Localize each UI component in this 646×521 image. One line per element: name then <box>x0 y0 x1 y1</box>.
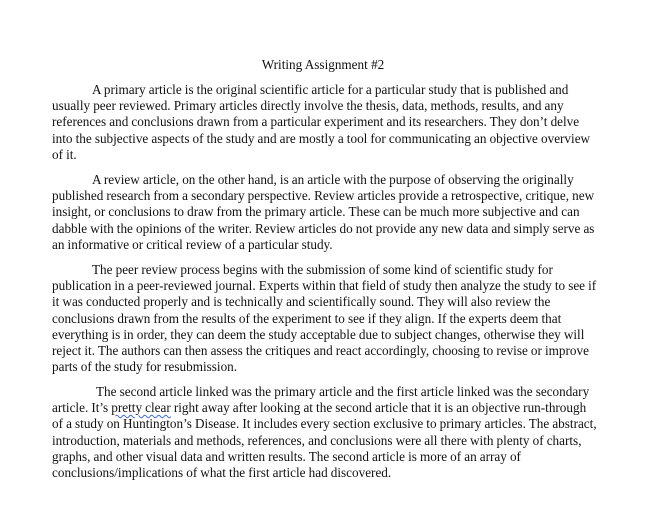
paragraph-article-comparison <box>52 384 600 481</box>
paragraph-review-article: A review article, on the other hand, is an article with the purpose of observing the originally published research from a secondary perspective. Review articles provide a retrospective, critique, new insight, or conclusions to draw from the primary article. These can be much more subjective and can dabble with the opinions of the writer. Review articles do not provide any new data and simply serve as an informative or critical review of a particular study. <box>52 172 595 252</box>
document-title: Writing Assignment #2 <box>261 57 385 72</box>
paragraph-text-after-flag: right away after looking at the second article that it is an objective run-through of a study on Huntington’s Disease. It includes every section exclusive to primary articles. The abstract, introduction, materials and methods, references, and conclusions were all there with plenty of charts, graphs, and other visual data and written results. The second article is more of an array of conclusions/implications of what the first article had discovered. <box>52 400 597 481</box>
paragraph-text-before-flag: The second article linked was the primary article and the first article linked was the secondary article. It’s <box>52 384 590 416</box>
paragraph-primary-article: A primary article is the original scientific article for a particular study that is published and usually peer reviewed. Primary articles directly involve the thesis, data, methods, results, and any references and conclusions drawn from a particular experiment and its researchers. They don’t delve into the subjective aspects of the study and are mostly a tool for communicating an objective overview of it. <box>52 82 591 162</box>
spellcheck-flagged-phrase[interactable]: pretty clear <box>111 400 171 416</box>
paragraph-peer-review-process: The peer review process begins with the submission of some kind of scientific study for publication in a peer-reviewed journal. Experts within that field of study then analyze the study to see if it was conducted properly and is technically and scientifically sound. They will also review the conclusions drawn from the results of the experiment to see if they align. If the experts deem that everything is in order, they can deem the study acceptable due to subject changes, otherwise they will reject it. The authors can then assess the critiques and react accordingly, choosing to revise or improve parts of the study for resubmission. <box>52 262 597 375</box>
